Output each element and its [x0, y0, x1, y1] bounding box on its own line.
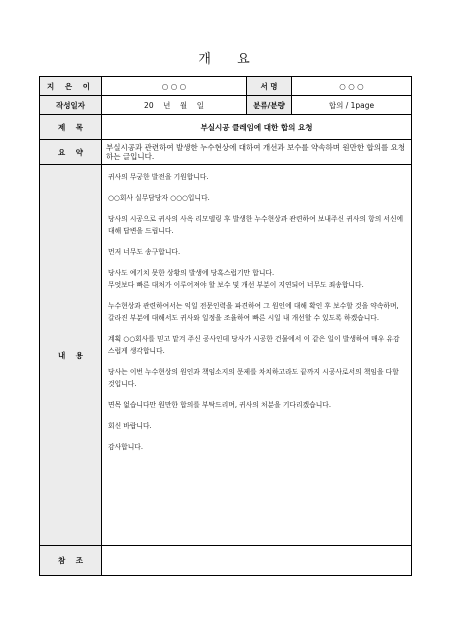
reference-row — [40, 546, 412, 576]
subject-label: 제 목 — [40, 115, 102, 140]
content-paragraph: 당사도 예기치 못한 상황의 발생에 당혹스럽기만 합니다. — [108, 269, 275, 277]
summary-value: 부실시공과 관련하여 발생한 누수현상에 대하여 개선과 보수를 약속하며 원만한 합의를 요청하는 글입니다. — [102, 140, 412, 165]
content-paragraph: 당사는 이번 누수현상의 원인과 책임소지의 문제를 차치하고라도 끝까지 시공사로서의 책임을 다할 것입니다. — [108, 368, 399, 388]
content-paragraph: 회신 바랍니다. — [108, 422, 152, 430]
content-label: 내 용 — [40, 165, 102, 546]
content-paragraph: 귀사의 무궁한 발전을 기원합니다. — [108, 173, 209, 181]
signature-label: 서 명 — [247, 77, 292, 96]
date-value: 20 년 월 일 — [102, 96, 247, 115]
signature-value: ○ ○ ○ — [292, 77, 412, 96]
writer-value: ○ ○ ○ — [102, 77, 247, 96]
content-paragraph: 면목 없습니다만 원만한 합의를 부탁드리며, 귀사의 처분을 기다리겠습니다. — [108, 401, 331, 409]
content-row — [40, 165, 412, 546]
content-paragraph: 감사합니다. — [108, 443, 143, 451]
page-title: 개 요 — [198, 52, 252, 67]
content-paragraph: 먼저 너무도 송구합니다. — [108, 248, 181, 256]
date-label: 작성일자 — [40, 96, 102, 115]
summary-form-table — [39, 76, 412, 576]
content-body — [102, 165, 412, 546]
content-paragraph: ○○회사 실무담당자 ○○○입니다. — [108, 194, 210, 202]
writer-label: 지 은 이 — [40, 77, 102, 96]
subject-row — [40, 115, 412, 140]
reference-label: 참 조 — [40, 546, 102, 576]
category-label: 분류/분량 — [247, 96, 292, 115]
date-row — [40, 96, 412, 115]
summary-label: 요 약 — [40, 140, 102, 165]
category-value: 합의 / 1page — [292, 96, 412, 115]
writer-row — [40, 77, 412, 96]
content-paragraph: 당사의 시공으로 귀사의 사옥 리모델링 후 발생한 누수현상과 관련하여 보내주신 귀사의 항의 서신에 대해 답변을 드립니다. — [108, 215, 404, 235]
summary-row — [40, 140, 412, 165]
reference-value — [102, 546, 412, 576]
content-paragraph: 누수현상과 관련하여서는 익일 전문인력을 파견하여 그 원인에 대해 확인 후 보수할 것을 약속하며, 갈라진 부분에 대해서도 귀사와 일정을 조율하여 빠른 시일 내 개선할 수 있도록 하겠습니다. — [108, 302, 399, 322]
subject-value: 부실시공 클레임에 대한 합의 요청 — [102, 115, 412, 140]
content-paragraph: 무엇보다 빠른 대처가 이루어져야 할 보수 및 개선 부분이 지연되어 너무도 죄송합니다. — [108, 281, 364, 289]
content-paragraph: 계획 ○○회사를 믿고 맡겨 주신 공사인데 당사가 시공한 건물에서 이 같은 일이 발생하여 매우 유감스럽게 생각합니다. — [108, 335, 400, 355]
